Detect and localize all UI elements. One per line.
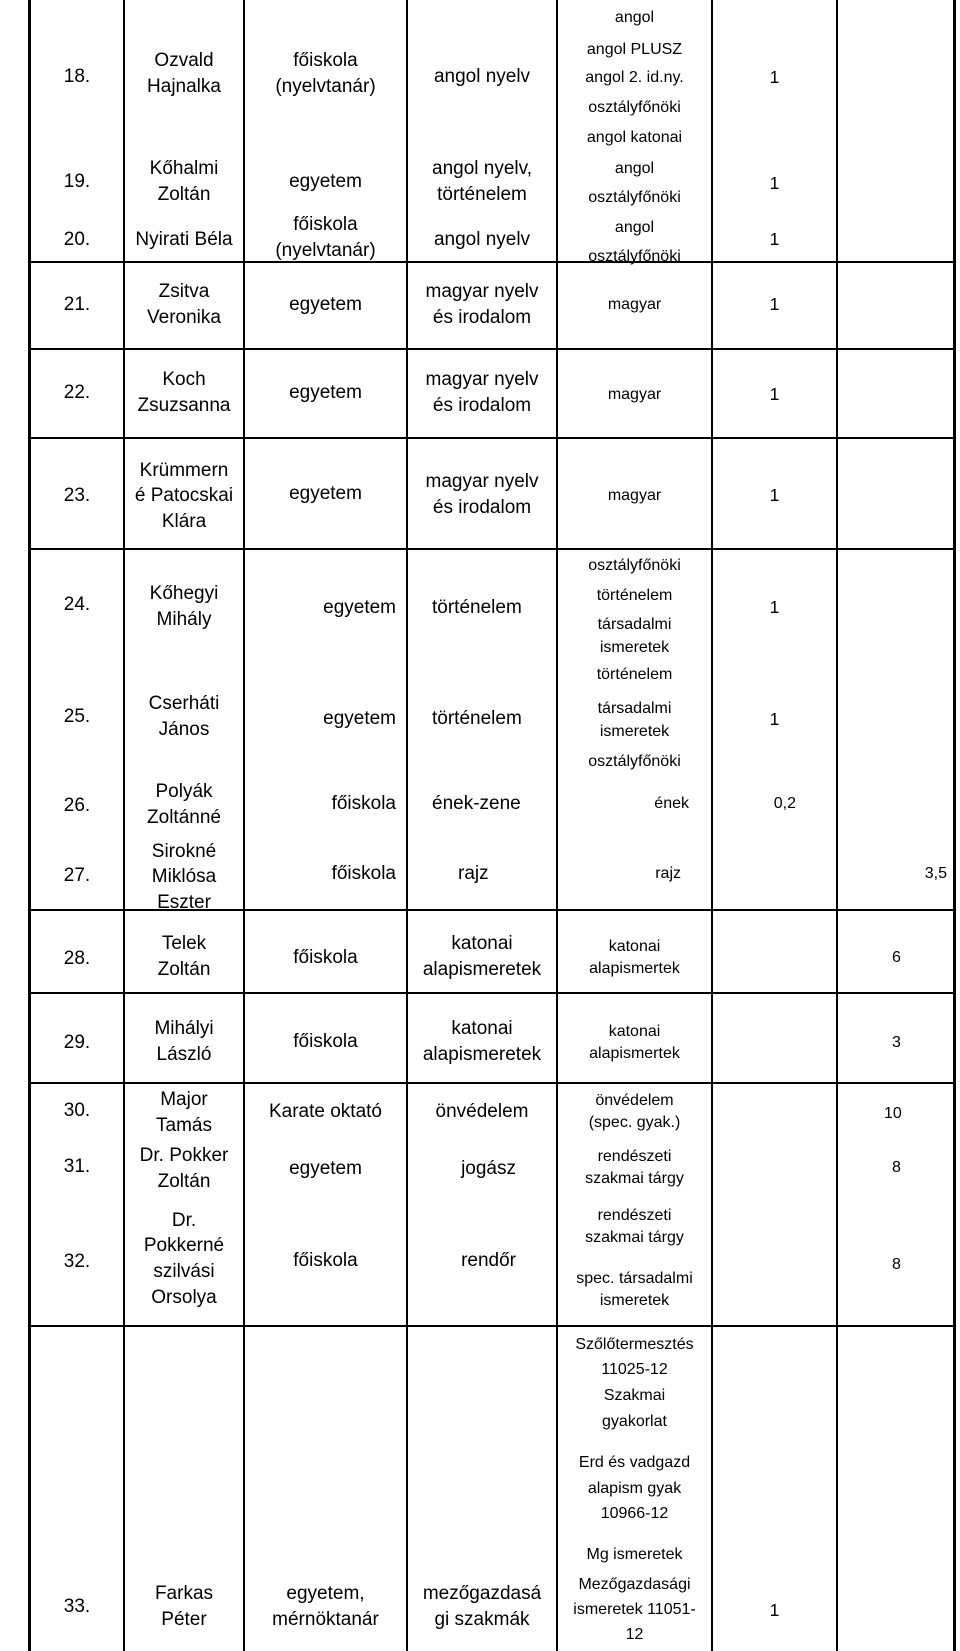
hours: 1 xyxy=(769,384,780,405)
taught-subject: Szőlőtermesztés xyxy=(575,1336,694,1354)
taught-subject: ének xyxy=(654,795,689,813)
teacher-name: Telek Zoltán xyxy=(157,933,211,980)
taught-subject: angol 2. id.ny. xyxy=(585,69,684,87)
row-number: 19. xyxy=(63,171,91,193)
degree: egyetem xyxy=(289,294,362,316)
degree: főiskola xyxy=(331,793,396,815)
teacher-name: Kőhalmi Zoltán xyxy=(149,158,219,205)
column-divider xyxy=(836,0,838,1651)
row-number: 21. xyxy=(63,294,91,316)
subject: katonai alapismeretek xyxy=(422,1018,542,1065)
taught-subject: angol xyxy=(614,9,655,27)
taught-subject: osztályfőnöki xyxy=(588,99,681,117)
row-divider xyxy=(28,992,956,994)
degree: egyetem xyxy=(323,597,396,619)
taught-subject: Szakmai xyxy=(603,1387,666,1405)
taught-subject: osztályfőnöki xyxy=(588,248,681,266)
taught-subject: angol xyxy=(614,160,655,178)
taught-subject: alapism gyak xyxy=(587,1480,682,1498)
hours: 6 xyxy=(892,949,901,967)
row-number: 28. xyxy=(63,948,91,970)
taught-subject: rajz xyxy=(655,865,681,883)
taught-subject: társadalmi xyxy=(597,616,672,634)
subject: ének-zene xyxy=(432,793,521,815)
degree: főiskola xyxy=(293,1031,358,1053)
degree: főiskola (nyelvtanár) xyxy=(275,50,376,97)
teacher-name: Mihályi László xyxy=(154,1018,214,1065)
subject: angol nyelv, történelem xyxy=(432,158,532,205)
taught-subject: magyar xyxy=(607,296,662,314)
taught-subject: Mezőgazdasági xyxy=(578,1576,691,1594)
row-divider xyxy=(28,437,956,439)
taught-subject: osztályfőnöki xyxy=(588,189,681,207)
row-divider xyxy=(28,261,956,263)
subject: angol nyelv xyxy=(433,229,531,251)
row-number: 27. xyxy=(63,865,91,887)
subject: történelem xyxy=(432,597,522,619)
subject: mezőgazdasá gi szakmák xyxy=(422,1583,542,1630)
degree: egyetem xyxy=(323,708,396,730)
degree: Karate oktató xyxy=(268,1101,383,1123)
row-number: 32. xyxy=(63,1251,91,1273)
teacher-name: Krümmern é Patocskai Klára xyxy=(134,459,234,532)
teacher-name: Cserháti János xyxy=(148,693,220,740)
row-number: 30. xyxy=(63,1100,91,1122)
taught-subject: angol xyxy=(614,219,655,237)
row-number: 23. xyxy=(63,485,91,507)
degree: főiskola xyxy=(293,1250,358,1272)
taught-subject: 10966-12 xyxy=(600,1505,669,1523)
teacher-name: Koch Zsuzsanna xyxy=(137,369,231,416)
taught-subject: osztályfőnöki xyxy=(588,753,681,771)
taught-subject: magyar xyxy=(607,386,662,404)
degree: egyetem xyxy=(289,1158,362,1180)
teacher-name: Sirokné Miklósa Eszter xyxy=(151,840,217,913)
hours: 8 xyxy=(892,1159,901,1177)
hours: 1 xyxy=(769,229,780,250)
subject: rendőr xyxy=(461,1250,516,1272)
taught-subject: történelem xyxy=(596,587,673,605)
taught-subject: ismeretek xyxy=(599,639,670,657)
hours: 1 xyxy=(769,294,780,315)
taught-subject: osztályfőnöki xyxy=(588,557,681,575)
taught-subject: katonai alapismertek xyxy=(589,1023,680,1062)
hours: 3,5 xyxy=(924,865,947,883)
subject: történelem xyxy=(432,708,522,730)
row-number: 33. xyxy=(63,1596,91,1618)
teacher-name: Kőhegyi Mihály xyxy=(149,583,219,630)
row-number: 29. xyxy=(63,1032,91,1054)
teacher-name: Nyirati Béla xyxy=(135,229,233,251)
teacher-name: Ozvald Hajnalka xyxy=(147,50,221,97)
taught-subject: angol PLUSZ xyxy=(586,41,683,59)
taught-subject: spec. társadalmi ismeretek xyxy=(576,1270,693,1309)
taught-subject: magyar xyxy=(607,487,662,505)
degree: egyetem, mérnöktanár xyxy=(272,1583,379,1630)
hours: 0,2 xyxy=(773,795,796,813)
row-number: 26. xyxy=(63,795,91,817)
row-number: 22. xyxy=(63,382,91,404)
hours: 10 xyxy=(884,1105,902,1123)
subject: magyar nyelv és irodalom xyxy=(425,369,539,416)
taught-subject: ismeretek 11051- xyxy=(573,1601,696,1619)
row-divider xyxy=(28,1325,956,1327)
taught-subject: katonai alapismertek xyxy=(589,938,680,977)
row-number: 18. xyxy=(63,66,91,88)
subject: önvédelem xyxy=(435,1101,529,1123)
taught-subject: Erd és vadgazd xyxy=(578,1454,691,1472)
hours: 1 xyxy=(769,597,780,618)
degree: egyetem xyxy=(289,483,362,505)
taught-subject: önvédelem (spec. gyak.) xyxy=(588,1092,681,1131)
hours: 1 xyxy=(769,485,780,506)
teacher-name: Dr. Pokker Zoltán xyxy=(139,1145,229,1192)
teacher-name: Dr. Pokkerné szilvási Orsolya xyxy=(143,1209,225,1308)
subject: jogász xyxy=(461,1158,516,1180)
row-number: 25. xyxy=(63,706,91,728)
subject: magyar nyelv és irodalom xyxy=(425,281,539,328)
taught-subject: gyakorlat xyxy=(602,1413,667,1431)
hours: 1 xyxy=(769,67,780,88)
teacher-name: Major Tamás xyxy=(156,1089,212,1136)
hours: 1 xyxy=(769,709,780,730)
row-number: 20. xyxy=(63,229,91,251)
degree: főiskola xyxy=(331,863,396,885)
taught-subject: társadalmi xyxy=(597,700,672,718)
subject: katonai alapismeretek xyxy=(422,933,542,980)
row-number: 24. xyxy=(63,594,91,616)
row-divider xyxy=(28,348,956,350)
degree: főiskola (nyelvtanár) xyxy=(275,214,376,261)
hours: 8 xyxy=(892,1256,901,1274)
teacher-name: Farkas Péter xyxy=(154,1583,214,1630)
degree: egyetem xyxy=(289,171,362,193)
taught-subject: rendészeti szakmai tárgy xyxy=(585,1207,684,1246)
taught-subject: Mg ismeretek xyxy=(586,1546,683,1564)
degree: egyetem xyxy=(289,382,362,404)
column-divider xyxy=(953,0,956,1651)
taught-subject: 12 xyxy=(625,1626,644,1644)
subject: rajz xyxy=(458,863,489,885)
teacher-name: Zsitva Veronika xyxy=(147,281,221,328)
row-number: 31. xyxy=(63,1156,91,1178)
subject: angol nyelv xyxy=(433,66,531,88)
taught-subject: ismeretek xyxy=(599,723,670,741)
taught-subject: angol katonai xyxy=(586,129,683,147)
taught-subject: rendészeti szakmai tárgy xyxy=(585,1148,684,1187)
hours: 3 xyxy=(892,1034,901,1052)
taught-subject: 11025-12 xyxy=(601,1361,668,1379)
hours: 1 xyxy=(769,1600,780,1621)
hours: 1 xyxy=(769,173,780,194)
teacher-name: Polyák Zoltánné xyxy=(147,781,221,828)
degree: főiskola xyxy=(293,947,358,969)
row-divider xyxy=(28,548,956,550)
taught-subject: történelem xyxy=(596,666,673,684)
subject: magyar nyelv és irodalom xyxy=(425,471,539,518)
